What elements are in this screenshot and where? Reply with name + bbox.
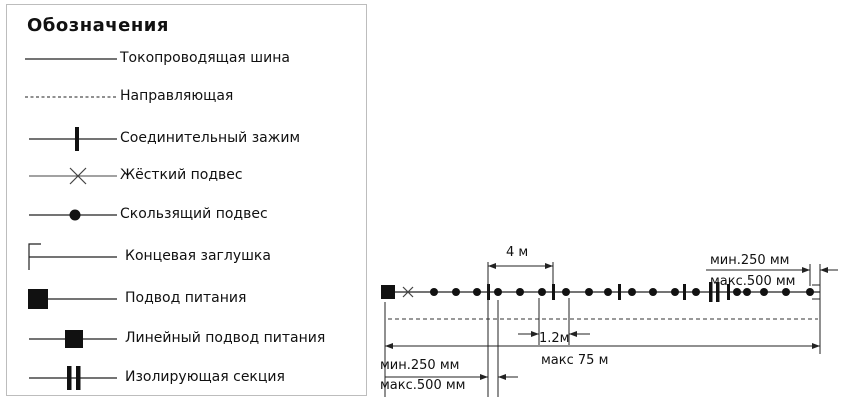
power-feed-square (381, 285, 395, 299)
dim-4m-label: 4 м (506, 245, 529, 260)
sliding-hanger-dot (516, 288, 524, 296)
sliding-hanger-dot (649, 288, 657, 296)
sliding-hanger-dot (760, 288, 768, 296)
sliding-hanger-dot (538, 288, 546, 296)
sliding-hanger-dot (782, 288, 790, 296)
sliding-hanger-dot (452, 288, 460, 296)
sliding-hanger-dot (628, 288, 636, 296)
legend-label: Жёсткий подвес (120, 167, 243, 183)
left-max-label: макс.500 мм (380, 378, 466, 393)
sliding-hanger-dot (671, 288, 679, 296)
sliding-hanger-dot (806, 288, 814, 296)
sliding-hanger-dot (604, 288, 612, 296)
sliding-hanger-dot (692, 288, 700, 296)
joint-clamp-bar (683, 284, 686, 300)
sliding-hanger-dot (585, 288, 593, 296)
legend-label: Скользящий подвес (120, 206, 268, 222)
legend-label: Токопроводящая шина (120, 50, 290, 66)
legend-label: Концевая заглушка (125, 248, 271, 264)
sliding-hanger-dot (430, 288, 438, 296)
sliding-hanger-dot (473, 288, 481, 296)
left-min-label: мин.250 мм (380, 358, 460, 373)
right-max-label: макс.500 мм (710, 274, 796, 289)
legend-label: Изолирующая секция (125, 369, 285, 385)
joint-clamp-bar (552, 284, 555, 300)
sliding-hanger-dot (743, 288, 751, 296)
legend-label: Соединительный зажим (120, 130, 301, 146)
legend-label: Направляющая (120, 88, 234, 104)
sliding-hanger-dot (562, 288, 570, 296)
legend-label: Линейный подвод питания (125, 330, 326, 346)
sliding-hanger-dot (494, 288, 502, 296)
dim-max75-label: макс 75 м (541, 353, 609, 368)
legend-title: Обозначения (27, 15, 169, 36)
right-min-label: мин.250 мм (710, 253, 790, 268)
joint-clamp-bar (618, 284, 621, 300)
legend-label: Подвод питания (125, 290, 247, 306)
dim-1-2m-label: 1.2м (539, 331, 570, 346)
sliding-hanger-dot (733, 288, 741, 296)
